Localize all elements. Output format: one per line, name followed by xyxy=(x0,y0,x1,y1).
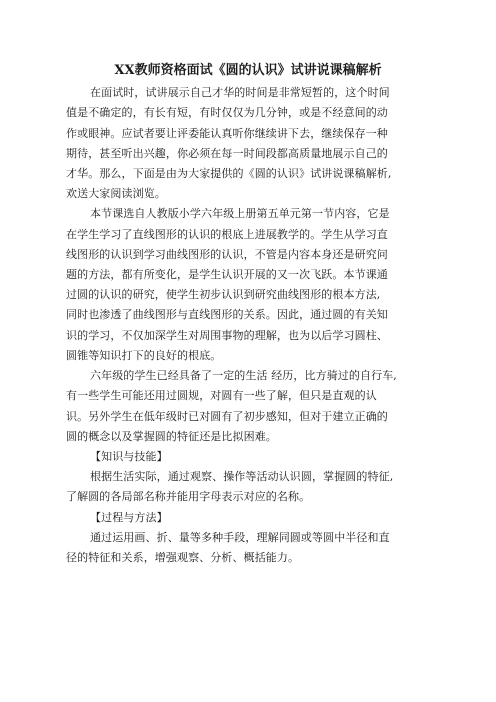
paragraph-line: 六年级的学生已经具备了一定的生活 经历，比方骑过的自行车, xyxy=(90,369,397,382)
paragraph-line: 期待，甚至听出兴趣，你必须在每一时间段都高质量地展示自己的 xyxy=(66,147,388,160)
paragraph-line: 在面试时，试讲展示自己才华的时间是非常短暂的，这个时间 xyxy=(90,86,390,99)
paragraph-line: 圆锥等知识打下的良好的根底。 xyxy=(66,349,222,362)
paragraph-line: 通过运用画、折、量等多种手段，理解同圆或等圆中半径和直 xyxy=(90,531,390,544)
paragraph-line: 本节课选自人教版小学六年级上册第五单元第一节内容，它是 xyxy=(90,207,390,220)
paragraph-line: 识。另外学生在低年级时已对圆有了初步感知，但对于建立正确的 xyxy=(66,410,388,423)
document-title: XX教师资格面试《圆的认识》试讲说课稿解析 xyxy=(114,63,382,78)
section-heading-knowledge: 【知识与技能】 xyxy=(90,450,168,463)
paragraph-line: 题的方法，都有所变化，是学生认识开展的又一次飞跃。本节课通 xyxy=(66,268,388,281)
paragraph-line: 径的特征和关系，增强观察、分析、概括能力。 xyxy=(66,551,300,564)
section-heading-process: 【过程与方法】 xyxy=(90,511,168,524)
paragraph-line: 识的学习，不仅加深学生对周围事物的理解，也为以后学习圆柱、 xyxy=(66,329,388,342)
paragraph-line: 线图形的认识到学习曲线图形的认识，不管是内容本身还是研究问 xyxy=(66,248,388,261)
paragraph-line: 过圆的认识的研究，使学生初步认识到研究曲线图形的根本方法, xyxy=(66,288,381,301)
paragraph-line: 同时也渗透了曲线图形与直线图形的关系。因此，通过圆的有关知 xyxy=(66,308,388,321)
paragraph-line: 欢送大家阅读浏览。 xyxy=(66,187,166,200)
paragraph-line: 在学生学习了直线图形的认识的根底上进展教学的。学生从学习直 xyxy=(66,228,388,241)
paragraph-line: 圆的概念以及掌握圆的特征还是比拟困难。 xyxy=(66,430,277,443)
paragraph-line: 作或眼神。应试者要让评委能认真听你继续讲下去，继续保存一种 xyxy=(66,127,388,140)
paragraph-line: 了解圆的各局部名称并能用字母表示对应的名称。 xyxy=(66,490,311,503)
paragraph-line: 有一些学生可能还用过圆规，对圆有一些了解，但只是直观的认 xyxy=(66,389,377,402)
paragraph-line: 才华。那么，下面是由为大家提供的《圆的认识》试讲说课稿解析, xyxy=(66,167,392,180)
paragraph-line: 根据生活实际，通过观察、操作等活动认识圆，掌握圆的特征, xyxy=(90,470,394,483)
paragraph-line: 值是不确定的，有长有短，有时仅仅为几分钟，或是不经意间的动 xyxy=(66,106,388,119)
